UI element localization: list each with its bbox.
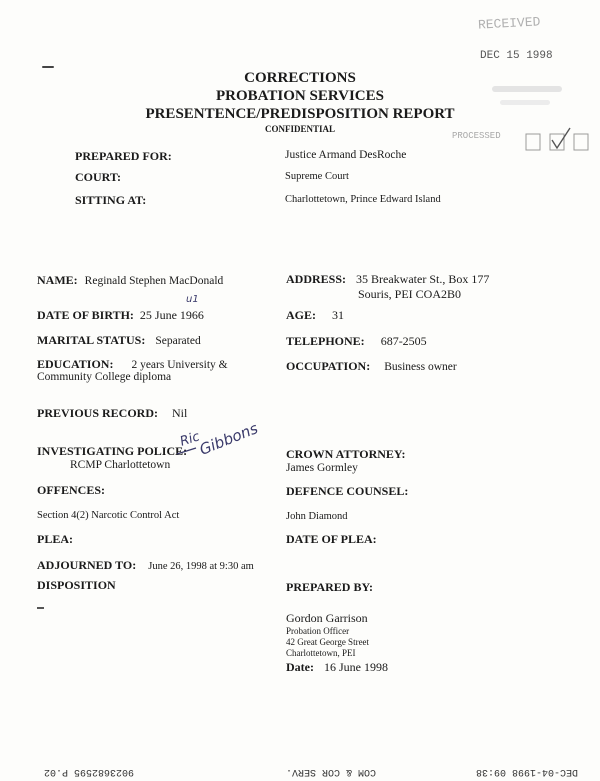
received-stamp-label: RECEIVED (477, 14, 541, 33)
occupation-label: OCCUPATION: (286, 359, 371, 373)
prepared-by-title: Probation Officer (286, 626, 350, 636)
prepared-by-name: Gordon Garrison (286, 611, 368, 625)
address-label: ADDRESS: (286, 272, 347, 286)
marital-status-label: MARITAL STATUS: (37, 333, 146, 347)
header-report-title: PRESENTENCE/PREDISPOSITION REPORT (145, 106, 455, 122)
prepared-by-address2: Charlottetown, PEI (286, 648, 356, 658)
crown-attorney-value: James Gormley (286, 462, 358, 474)
prepared-by-address1: 42 Great George Street (286, 637, 370, 647)
previous-record-label: PREVIOUS RECORD: (37, 406, 159, 420)
fax-footer-left: DEC-04-1998 09:38 (476, 766, 579, 777)
previous-record-value: Nil (172, 406, 188, 420)
prepared-for-value: Justice Armand DesRoche (285, 149, 407, 161)
name-label: NAME: (37, 273, 78, 287)
court-value: Supreme Court (285, 171, 349, 182)
age-value: 31 (332, 308, 344, 322)
adjourned-row (37, 556, 254, 574)
received-stamp-date: DEC 15 1998 (480, 50, 553, 62)
header-confidential: CONFIDENTIAL (264, 124, 335, 134)
marital-status-row (37, 331, 201, 349)
fax-footer-middle: COM & COR SERV. (286, 766, 377, 777)
offences-value: Section 4(2) Narcotic Control Act (37, 510, 180, 521)
age-row (286, 306, 344, 324)
prepared-by-date-value: 16 June 1998 (323, 660, 388, 674)
dob-label: DATE OF BIRTH: (37, 308, 134, 322)
name-row (37, 271, 223, 289)
investigating-police-label: INVESTIGATING POLICE: (37, 444, 188, 458)
defence-counsel-label: DEFENCE COUNSEL: (286, 484, 409, 498)
telephone-value: 687-2505 (380, 334, 427, 348)
processed-stamp: PROCESSED (452, 131, 501, 141)
prepared-by-date-label: Date: (286, 660, 314, 674)
dob-row (37, 306, 204, 324)
education-label: EDUCATION: (37, 357, 114, 371)
dob-value: 25 June 1966 (139, 308, 204, 322)
dob-handwritten-annotation: u1 (186, 294, 199, 305)
court-label: COURT: (75, 170, 122, 184)
prepared-by-date-row (286, 658, 388, 676)
investigating-police-value: RCMP Charlottetown (70, 459, 171, 471)
name-value: Reginald Stephen MacDonald (84, 275, 224, 287)
address-line1: 35 Breakwater St., Box 177 (356, 272, 490, 286)
telephone-row (286, 332, 427, 350)
fax-footer-right: 9023682595 P.02 (44, 766, 135, 777)
police-handwritten-annotation-2: Gibbons (196, 419, 261, 459)
adjourned-label: ADJOURNED TO: (37, 558, 137, 572)
crown-attorney-label: CROWN ATTORNEY: (286, 447, 406, 461)
header-corrections: CORRECTIONS (244, 70, 356, 86)
scan-mark-2 (37, 607, 44, 609)
address-line2: Souris, PEI COA2B0 (358, 287, 462, 301)
header-probation-services: PROBATION SERVICES (216, 88, 384, 104)
education-value-line1: 2 years University & (131, 359, 228, 371)
disposition-label: DISPOSITION (37, 578, 116, 592)
previous-record-row (37, 404, 187, 422)
police-handwritten-annotation-1: Ric (178, 429, 202, 450)
date-of-plea-label: DATE OF PLEA: (286, 532, 377, 546)
plea-label: PLEA: (37, 532, 73, 546)
occupation-row (286, 357, 457, 375)
adjourned-value: June 26, 1998 at 9:30 am (148, 561, 254, 572)
telephone-label: TELEPHONE: (286, 334, 365, 348)
sitting-at-label: SITTING AT: (75, 193, 147, 207)
handwritten-dash-icon (176, 446, 198, 456)
scan-mark (42, 66, 54, 68)
occupation-value: Business owner (384, 361, 457, 373)
sitting-at-value: Charlottetown, Prince Edward Island (285, 194, 441, 205)
marital-status-value: Separated (155, 335, 201, 347)
prepared-by-label: PREPARED BY: (286, 580, 374, 594)
education-value-line2: Community College diploma (37, 371, 172, 383)
prepared-for-label: PREPARED FOR: (75, 149, 172, 163)
defence-counsel-value: John Diamond (286, 511, 348, 522)
address-row (286, 270, 489, 288)
age-label: AGE: (286, 308, 316, 322)
offences-label: OFFENCES: (37, 483, 106, 497)
